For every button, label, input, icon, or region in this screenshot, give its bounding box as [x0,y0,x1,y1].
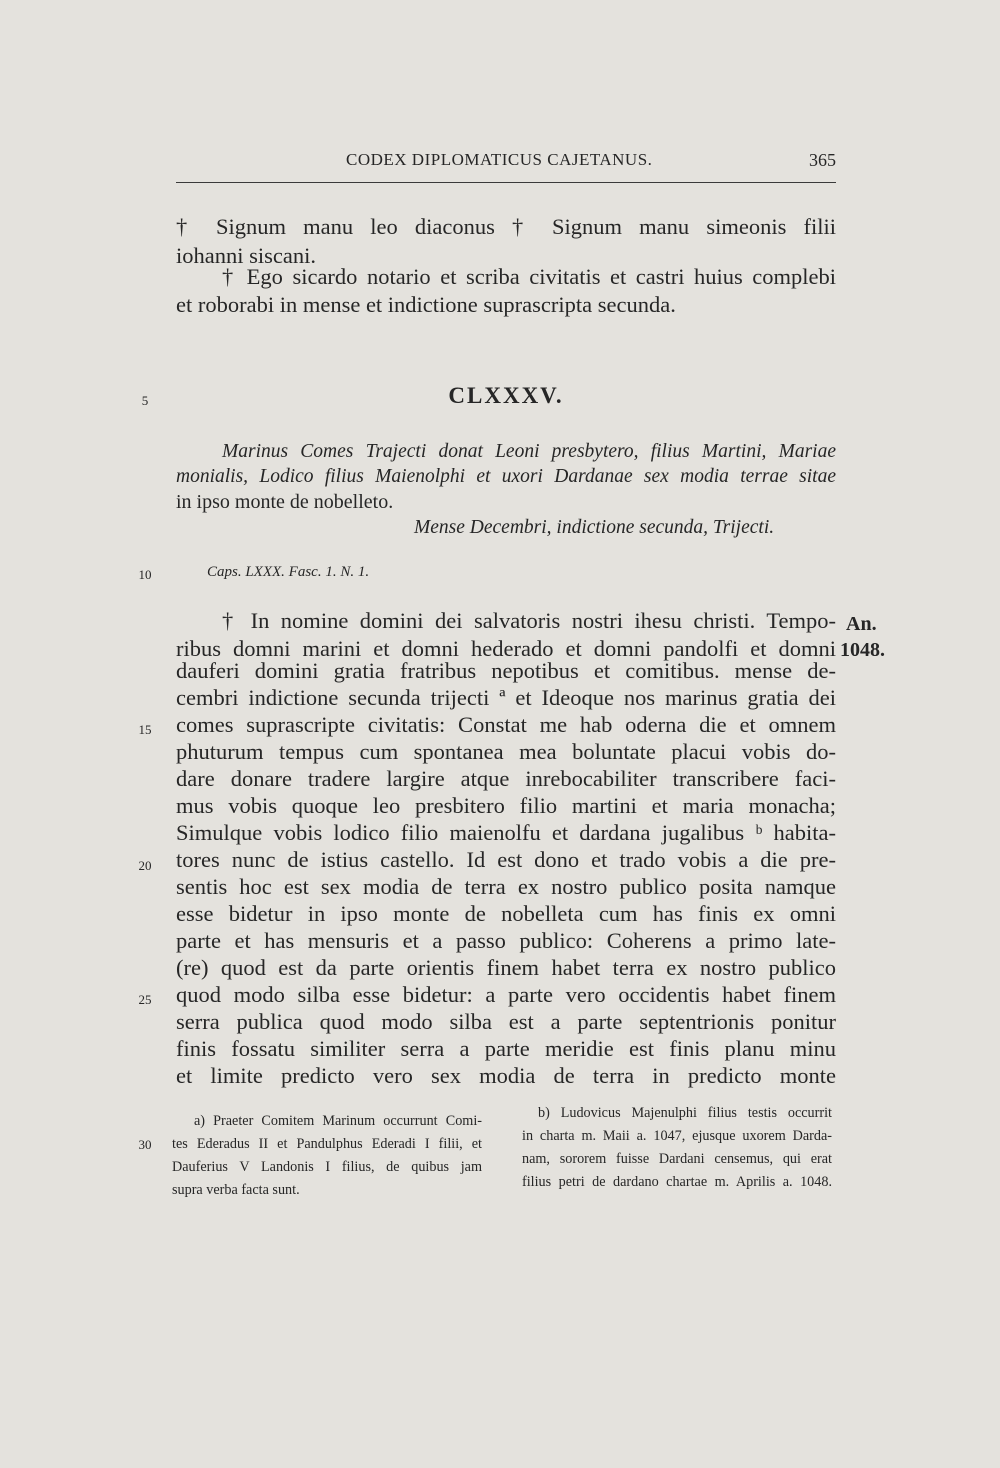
text-line: Simulque vobis lodico filio maienolfu et dardana jugalibus ᵇ habita- [176,820,836,845]
footnote-line: filius petri de dardano chartae m. Aprilis a. 1048. [522,1174,832,1190]
footnote-line: b) Ludovicus Majenulphi filius testis occurrit [538,1105,832,1121]
running-head [176,150,836,183]
line-number: 20 [138,858,152,873]
line-number: 30 [138,1137,152,1152]
line-number: 25 [138,992,152,1007]
line-number: 15 [138,722,152,737]
text-line: tores nunc de istius castello. Id est dono et trado vobis a die pre- [176,847,836,872]
text-line: (re) quod est da parte orientis finem habet terra ex nostro publico [176,955,836,980]
text-line: cembri indictione secunda trijecti ª et Ideoque nos marinus gratia dei [176,685,836,710]
footnote-line: a) Praeter Comitem Marinum occurrunt Comi- [194,1113,482,1129]
footnote-b [522,1102,832,1194]
preamble-line: † Ego sicardo notario et scriba civitatis et castri huius complebi [222,264,836,289]
line-number: 5 [141,393,149,408]
summary-line: Marinus Comes Trajecti donat Leoni presbytero, filius Martini, Mariae [222,441,836,462]
summary-line: monialis, Lodico filius Maienolphi et uxori Dardanae sex modia terrae sitae [176,466,836,487]
footnote-line: in charta m. Maii a. 1047, ejusque uxorem Darda- [522,1128,832,1144]
text-line: parte et has mensuris et a passo publico: Coherens a primo late- [176,928,836,953]
preamble-line: † Signum manu leo diaconus † Signum manu simeonis filii [176,214,836,239]
page-number: 365 [809,150,836,170]
footnote-line: Dauferius V Landonis I filius, de quibus jam [172,1159,482,1175]
text-line: sentis hoc est sex modia de terra ex nostro publico posita namque [176,874,836,899]
text-line: finis fossatu similiter serra a parte meridie est finis planu minu [176,1036,836,1061]
footnote-line: tes Ederadus II et Pandulphus Ederadi I filii, et [172,1136,482,1152]
text-line: ribus domni marini et domni hederado et domni pandolfi et domni [176,636,836,661]
dating-line: Mense Decembri, indictione secunda, Trijecti. [414,517,775,538]
margin-year-label: An. [846,613,877,635]
margin-year-value: 1048. [840,639,885,661]
text-line: dare donare tradere largire atque inrebocabiliter transcribere faci- [176,766,836,791]
text-line: dauferi domini gratia fratribus nepotibus et comitibus. mense de- [176,658,836,683]
line-number: 10 [138,567,152,582]
preamble-line: et roborabi in mense et indictione suprascripta secunda. [176,292,676,317]
text-line: quod modo silba esse bidetur: a parte vero occidentis habet finem [176,982,836,1007]
text-line: mus vobis quoque leo presbitero filio martini et maria monacha; [176,793,836,818]
preamble-line: iohanni siscani. [176,243,316,268]
archive-reference: Caps. LXXX. Fasc. 1. N. 1. [207,564,370,580]
text-line: phuturum tempus cum spontanea mea boluntate placui vobis do- [176,739,836,764]
text-line: esse bidetur in ipso monte de nobelleta cum has finis ex omni [176,901,836,926]
footnote-a [172,1110,482,1202]
running-head-title: CODEX DIPLOMATICUS CAJETANUS. [346,150,653,169]
text-line: et limite predicto vero sex modia de terra in predicto monte [176,1063,836,1088]
footnote-line: nam, sororem fuisse Dardani censemus, qui erat [522,1151,832,1167]
document-number: CLXXXV. [448,383,564,408]
summary-line: in ipso monte de nobelleto. [176,491,394,513]
text-line: serra publica quod modo silba est a parte septentrionis ponitur [176,1009,836,1034]
text-line: † In nomine domini dei salvatoris nostri ihesu christi. Tempo- [222,608,836,633]
footnote-line: supra verba facta sunt. [172,1182,300,1198]
text-line: comes suprascripte civitatis: Constat me hab oderna die et omnem [176,712,836,737]
